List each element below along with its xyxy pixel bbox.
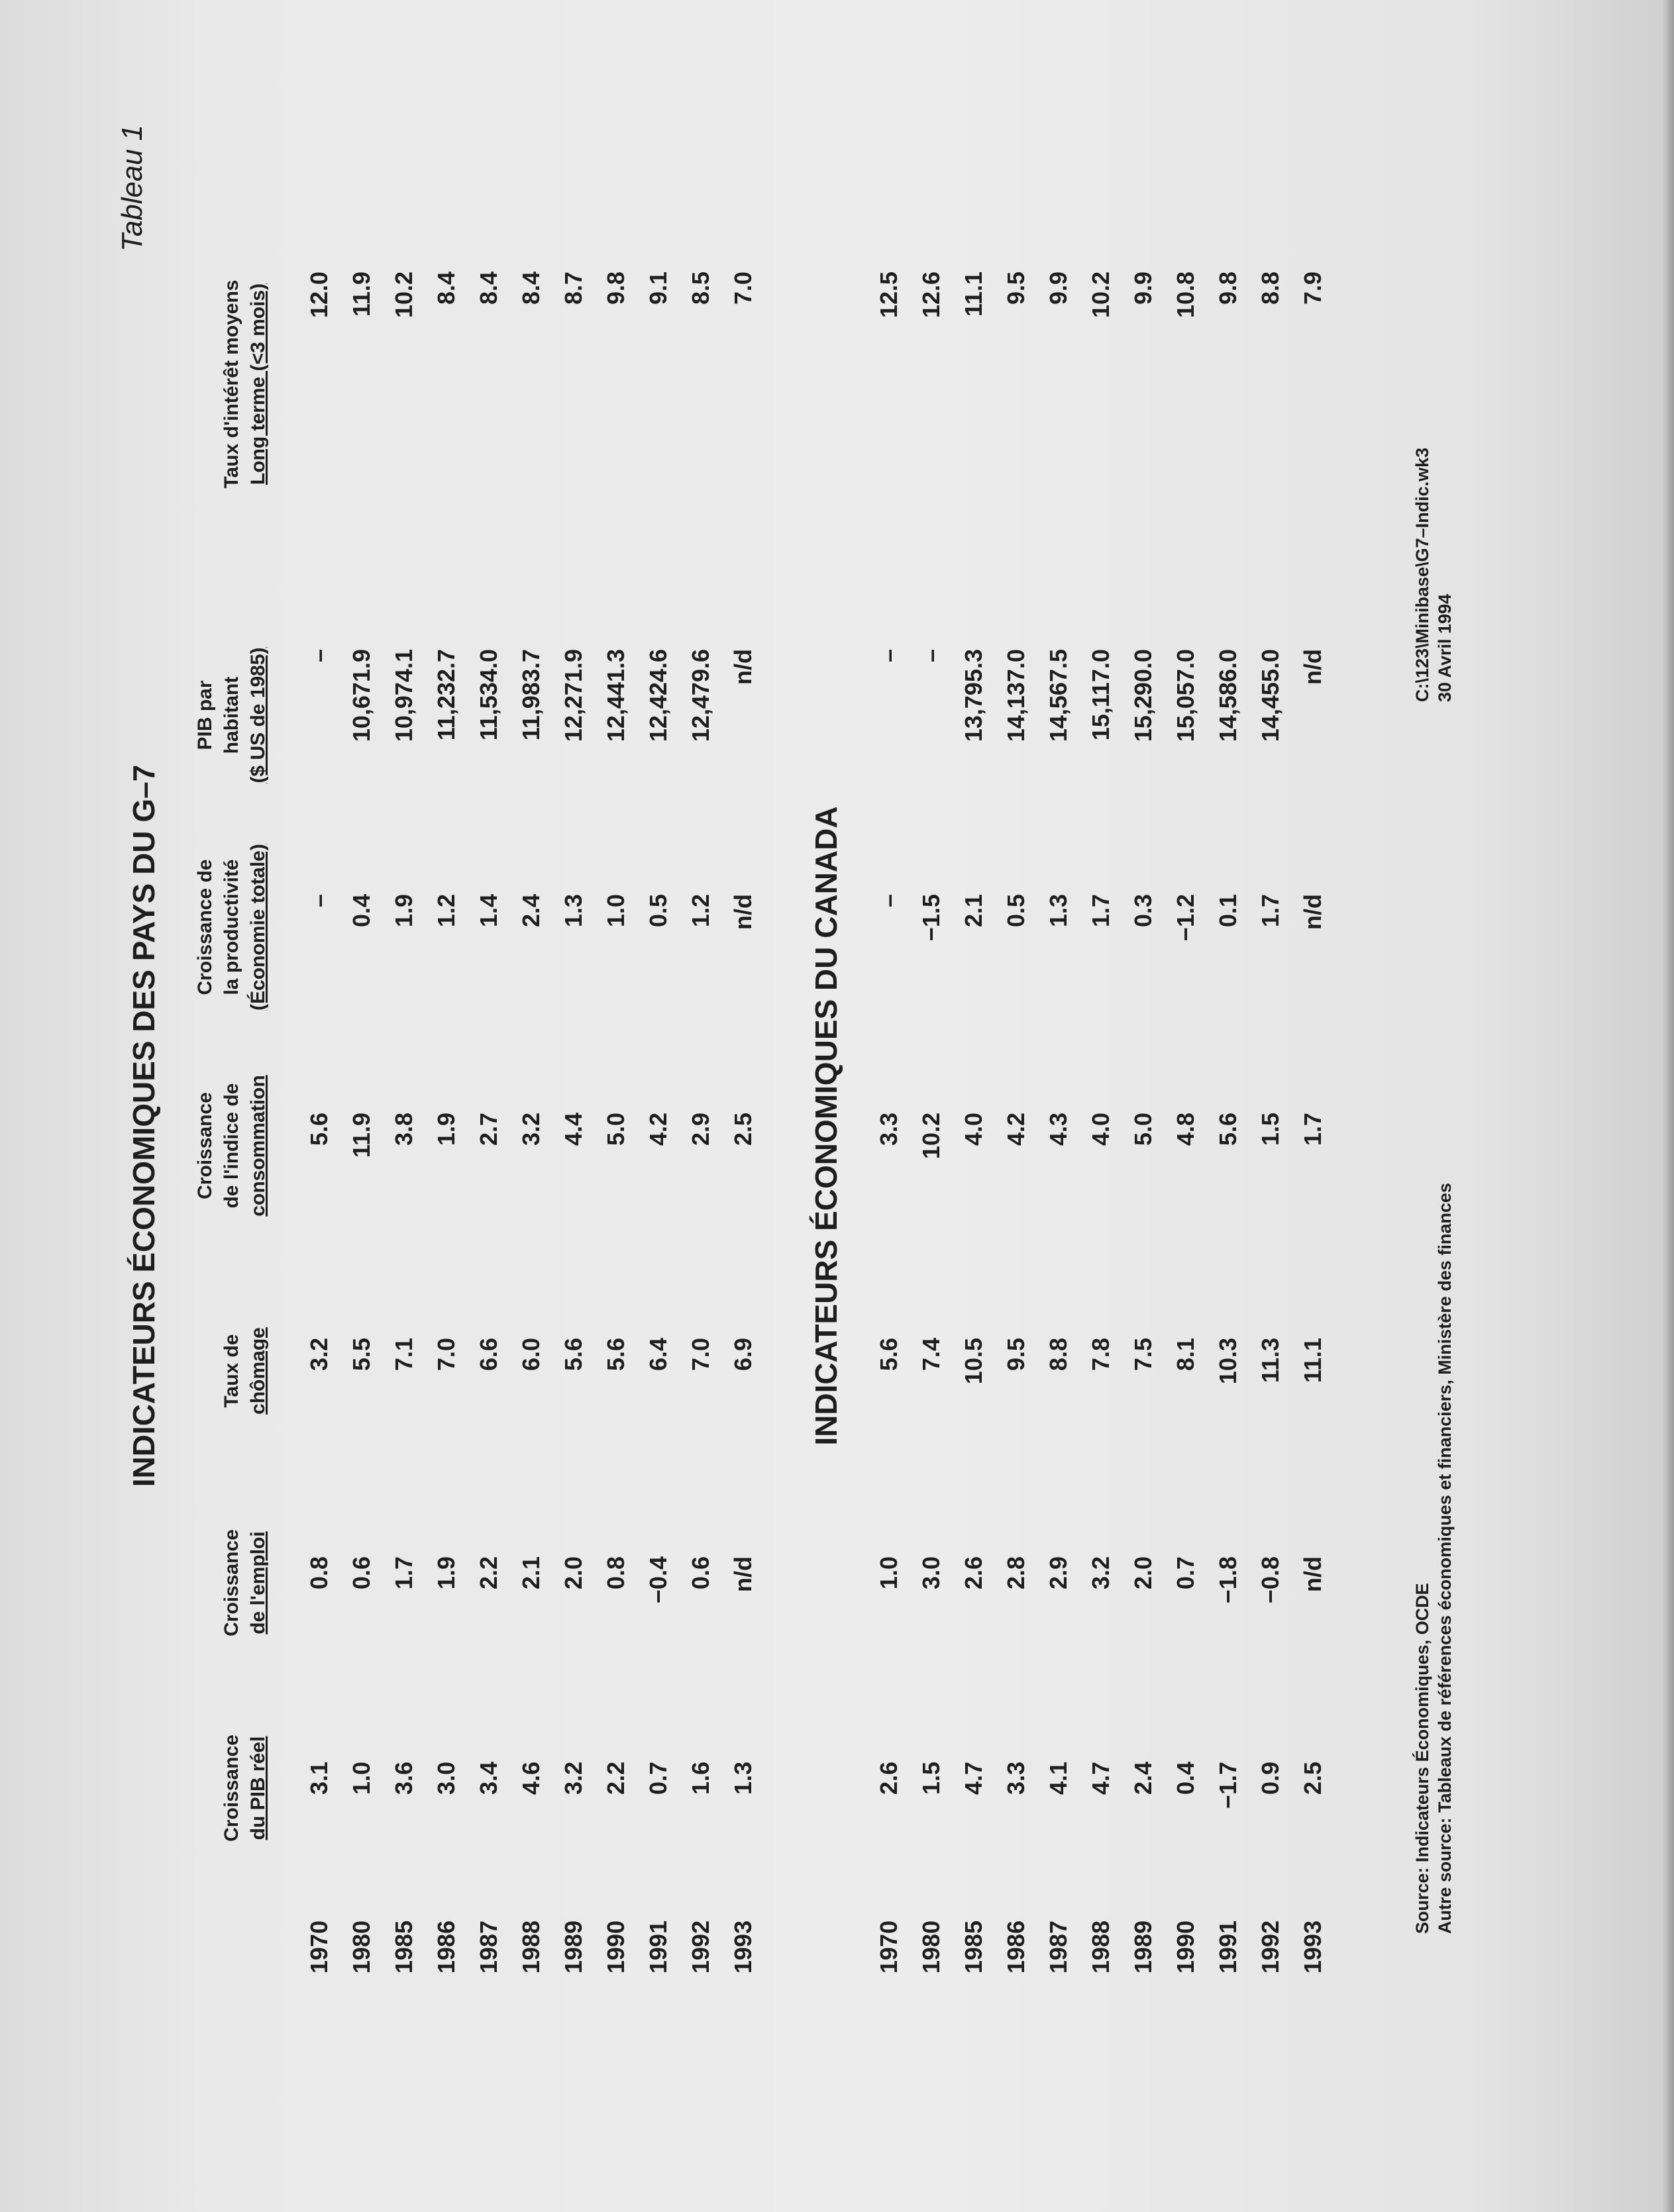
g7-gdp-cell: 3.0 bbox=[433, 1762, 460, 1795]
g7-prod-cell: 0.4 bbox=[348, 894, 375, 928]
g7-emp-col bbox=[298, 1556, 764, 1636]
canada-pib-cell: 14,586.0 bbox=[1214, 649, 1241, 742]
canada-prod-cell: 0.3 bbox=[1129, 894, 1157, 928]
g7-cpi-cell: 3.2 bbox=[517, 1113, 545, 1146]
g7-cpi-cell: 11.9 bbox=[348, 1113, 375, 1158]
header-cpi: Croissance de l'indice de consommation bbox=[194, 1075, 269, 1217]
canada-cpi-cell: 10.2 bbox=[917, 1113, 945, 1160]
tableau-label: Tableau 1 bbox=[116, 125, 148, 252]
g7-gdp-cell: 4.6 bbox=[517, 1762, 545, 1795]
canada-unemp-cell: 8.1 bbox=[1172, 1338, 1199, 1372]
canada-cpi-cell: 5.0 bbox=[1129, 1113, 1157, 1146]
canada-prod-cell: 2.1 bbox=[960, 894, 987, 928]
g7-year: 1992 bbox=[687, 1920, 714, 1974]
header-gdp: Croissance du PIB réel bbox=[221, 1734, 269, 1842]
g7-unemp-cell: 5.6 bbox=[602, 1338, 629, 1372]
g7-unemp-cell: 3.2 bbox=[305, 1338, 333, 1372]
g7-unemp-cell: 6.4 bbox=[645, 1338, 672, 1372]
canada-prod-cell: 1.3 bbox=[1045, 894, 1072, 928]
canada-unemp-cell: 8.8 bbox=[1045, 1338, 1072, 1372]
g7-cpi-cell: 5.6 bbox=[305, 1113, 333, 1146]
g7-cpi-col bbox=[298, 1113, 764, 1192]
canada-prod-cell: – bbox=[875, 894, 902, 908]
canada-emp-cell: 3.0 bbox=[917, 1556, 945, 1590]
canada-emp-cell: 2.6 bbox=[960, 1556, 987, 1590]
canada-gdp-cell: 2.5 bbox=[1299, 1762, 1326, 1795]
canada-gdp-cell: 4.7 bbox=[1087, 1762, 1114, 1795]
g7-prod-cell: 1.3 bbox=[560, 894, 587, 928]
g7-gdp-cell: 1.6 bbox=[687, 1762, 714, 1795]
canada-rate-cell: 9.5 bbox=[1002, 272, 1029, 305]
canada-cpi-col bbox=[868, 1113, 1334, 1192]
g7-gdp-cell: 3.6 bbox=[390, 1762, 417, 1795]
g7-pib-cell: 11,232.7 bbox=[433, 649, 460, 741]
g7-emp-cell: n/d bbox=[729, 1556, 757, 1592]
g7-cpi-cell: 2.7 bbox=[475, 1113, 502, 1146]
g7-unemp-cell: 5.5 bbox=[348, 1338, 375, 1372]
g7-rate-cell: 8.5 bbox=[687, 272, 714, 305]
canada-prod-cell: −1.5 bbox=[917, 894, 945, 942]
g7-pib-cell: 12,271.9 bbox=[560, 649, 587, 742]
canada-rate-col bbox=[868, 272, 1334, 358]
g7-prod-cell: 2.4 bbox=[517, 894, 545, 928]
g7-cpi-cell: 4.4 bbox=[560, 1113, 587, 1146]
canada-unemp-cell: 5.6 bbox=[875, 1338, 902, 1372]
g7-rate-cell: 8.4 bbox=[475, 272, 502, 305]
canada-unemp-cell: 10.3 bbox=[1214, 1338, 1241, 1385]
canada-cpi-cell: 4.2 bbox=[1002, 1113, 1029, 1146]
canada-year: 1991 bbox=[1214, 1920, 1241, 1974]
canada-unemp-cell: 11.1 bbox=[1299, 1338, 1326, 1383]
g7-rate-cell: 9.8 bbox=[602, 272, 629, 305]
g7-year: 1988 bbox=[517, 1920, 545, 1974]
canada-pib-cell: 14,455.0 bbox=[1257, 649, 1284, 742]
header-gdp-per-capita: PIB par habitant ($ US de 1985) bbox=[194, 647, 269, 783]
g7-year: 1970 bbox=[305, 1920, 333, 1974]
g7-gdp-cell: 3.4 bbox=[475, 1762, 502, 1795]
canada-unemp-cell: 7.5 bbox=[1129, 1338, 1157, 1372]
canada-rate-cell: 7.9 bbox=[1299, 272, 1326, 305]
canada-rate-cell: 11.1 bbox=[960, 272, 987, 317]
g7-cpi-cell: 2.9 bbox=[687, 1113, 714, 1146]
g7-emp-cell: 0.8 bbox=[305, 1556, 333, 1590]
canada-year: 1990 bbox=[1172, 1920, 1199, 1974]
g7-gdp-cell: 3.2 bbox=[560, 1762, 587, 1795]
canada-prod-cell: 1.7 bbox=[1087, 894, 1114, 928]
source-note bbox=[1411, 1073, 1456, 1934]
canada-unemp-col bbox=[868, 1338, 1334, 1417]
canada-prod-col bbox=[868, 894, 1334, 974]
g7-cpi-cell: 5.0 bbox=[602, 1113, 629, 1146]
g7-emp-cell: 0.6 bbox=[687, 1556, 714, 1590]
file-date: 30 Avril 1994 bbox=[1435, 593, 1455, 702]
g7-pib-cell: n/d bbox=[729, 649, 757, 685]
canada-rate-cell: 8.8 bbox=[1257, 272, 1284, 305]
g7-prod-cell: – bbox=[305, 894, 333, 908]
canada-years bbox=[868, 1914, 1334, 1974]
g7-pib-cell: 12,479.6 bbox=[687, 649, 714, 742]
g7-year: 1990 bbox=[602, 1920, 629, 1974]
canada-gdp-cell: 4.1 bbox=[1045, 1762, 1072, 1795]
g7-emp-cell: 2.0 bbox=[560, 1556, 587, 1590]
canada-pib-cell: n/d bbox=[1299, 649, 1326, 685]
canada-year: 1992 bbox=[1257, 1920, 1284, 1974]
canada-unemp-cell: 10.5 bbox=[960, 1338, 987, 1385]
canada-cpi-cell: 4.0 bbox=[960, 1113, 987, 1146]
canada-emp-cell: −1.8 bbox=[1214, 1556, 1241, 1604]
canada-pib-cell: 15,057.0 bbox=[1172, 649, 1199, 742]
canada-rate-cell: 9.8 bbox=[1214, 272, 1241, 305]
canada-year: 1986 bbox=[1002, 1920, 1029, 1974]
g7-prod-cell: 1.2 bbox=[433, 894, 460, 928]
canada-gdp-col bbox=[868, 1762, 1334, 1841]
g7-prod-cell: 1.9 bbox=[390, 894, 417, 928]
canada-cpi-cell: 4.8 bbox=[1172, 1113, 1199, 1146]
canada-emp-cell: 2.0 bbox=[1129, 1556, 1157, 1590]
g7-pib-cell: 12,424.6 bbox=[645, 649, 672, 742]
g7-unemp-cell: 7.1 bbox=[390, 1338, 417, 1372]
g7-rate-cell: 8.7 bbox=[560, 272, 587, 305]
g7-year: 1991 bbox=[645, 1920, 672, 1974]
g7-unemp-cell: 6.6 bbox=[475, 1338, 502, 1372]
header-unemployment: Taux de chômage bbox=[221, 1327, 269, 1415]
g7-cpi-cell: 4.2 bbox=[645, 1113, 672, 1146]
g7-cpi-cell: 3.8 bbox=[390, 1113, 417, 1146]
canada-rate-cell: 10.2 bbox=[1087, 272, 1114, 319]
canada-pib-cell: 14,567.5 bbox=[1045, 649, 1072, 742]
canada-emp-cell: 1.0 bbox=[875, 1556, 902, 1590]
g7-rate-cell: 11.9 bbox=[348, 272, 375, 317]
canada-year: 1989 bbox=[1129, 1920, 1157, 1974]
canada-prod-cell: −1.2 bbox=[1172, 894, 1199, 942]
canada-pib-cell: 15,290.0 bbox=[1129, 649, 1157, 742]
g7-year: 1980 bbox=[348, 1920, 375, 1974]
g7-gdp-col bbox=[298, 1762, 764, 1841]
source-line: Source: Indicateurs Économiques, OCDE bbox=[1412, 1583, 1432, 1934]
canada-cpi-cell: 3.3 bbox=[875, 1113, 902, 1146]
canada-pib-cell: 13,795.3 bbox=[960, 649, 987, 742]
canada-gdp-cell: −1.7 bbox=[1214, 1762, 1241, 1809]
g7-year: 1993 bbox=[729, 1920, 757, 1974]
canada-year: 1987 bbox=[1045, 1920, 1072, 1974]
g7-emp-cell: 1.7 bbox=[390, 1556, 417, 1590]
g7-emp-cell: 2.1 bbox=[517, 1556, 545, 1590]
canada-emp-col bbox=[868, 1556, 1334, 1636]
canada-pib-cell: 15,117.0 bbox=[1087, 649, 1114, 741]
g7-emp-cell: 1.9 bbox=[433, 1556, 460, 1590]
g7-unemp-cell: 7.0 bbox=[687, 1338, 714, 1372]
g7-pib-col bbox=[298, 649, 764, 801]
canada-gdp-cell: 0.9 bbox=[1257, 1762, 1284, 1795]
g7-prod-cell: 1.0 bbox=[602, 894, 629, 928]
g7-years bbox=[298, 1914, 764, 1974]
g7-gdp-cell: 0.7 bbox=[645, 1762, 672, 1795]
canada-year: 1970 bbox=[875, 1920, 902, 1974]
g7-emp-cell: 0.8 bbox=[602, 1556, 629, 1590]
canada-emp-cell: −0.8 bbox=[1257, 1556, 1284, 1604]
g7-rate-cell: 8.4 bbox=[433, 272, 460, 305]
canada-gdp-cell: 2.6 bbox=[875, 1762, 902, 1795]
g7-rate-cell: 8.4 bbox=[517, 272, 545, 305]
canada-emp-cell: 2.9 bbox=[1045, 1556, 1072, 1590]
canada-unemp-cell: 11.3 bbox=[1257, 1338, 1284, 1383]
g7-table-title: INDICATEURS ÉCONOMIQUES DES PAYS DU G–7 bbox=[127, 764, 161, 1487]
canada-rate-cell: 12.6 bbox=[917, 272, 945, 319]
canada-pib-cell: 14,137.0 bbox=[1002, 649, 1029, 742]
canada-emp-cell: 2.8 bbox=[1002, 1556, 1029, 1590]
g7-pib-cell: 10,974.1 bbox=[390, 649, 417, 742]
g7-year: 1985 bbox=[390, 1920, 417, 1974]
canada-emp-cell: n/d bbox=[1299, 1556, 1326, 1592]
source-line: Autre source: Tableaux de références économiques et financiers, Ministère des finances bbox=[1435, 1183, 1455, 1934]
g7-prod-col bbox=[298, 894, 764, 974]
canada-cpi-cell: 1.5 bbox=[1257, 1113, 1284, 1146]
canada-year: 1988 bbox=[1087, 1920, 1114, 1974]
g7-unemp-cell: 6.9 bbox=[729, 1338, 757, 1372]
canada-year: 1993 bbox=[1299, 1920, 1326, 1974]
canada-pib-cell: – bbox=[917, 649, 945, 663]
canada-unemp-cell: 9.5 bbox=[1002, 1338, 1029, 1372]
canada-cpi-cell: 5.6 bbox=[1214, 1113, 1241, 1146]
canada-year: 1980 bbox=[917, 1920, 945, 1974]
g7-unemp-col bbox=[298, 1338, 764, 1417]
canada-pib-col bbox=[868, 649, 1334, 801]
g7-unemp-cell: 7.0 bbox=[433, 1338, 460, 1372]
g7-pib-cell: 12,441.3 bbox=[602, 649, 629, 742]
g7-year: 1986 bbox=[433, 1920, 460, 1974]
canada-gdp-cell: 0.4 bbox=[1172, 1762, 1199, 1795]
g7-rate-cell: 12.0 bbox=[305, 272, 333, 319]
canada-gdp-cell: 1.5 bbox=[917, 1762, 945, 1795]
canada-emp-cell: 0.7 bbox=[1172, 1556, 1199, 1590]
g7-rate-col bbox=[298, 272, 764, 358]
g7-prod-cell: 1.4 bbox=[475, 894, 502, 928]
g7-cpi-cell: 1.9 bbox=[433, 1113, 460, 1146]
g7-rate-cell: 9.1 bbox=[645, 272, 672, 305]
canada-emp-cell: 3.2 bbox=[1087, 1556, 1114, 1590]
g7-unemp-cell: 6.0 bbox=[517, 1338, 545, 1372]
canada-rate-cell: 9.9 bbox=[1045, 272, 1072, 305]
canada-prod-cell: 0.5 bbox=[1002, 894, 1029, 928]
g7-unemp-cell: 5.6 bbox=[560, 1338, 587, 1372]
g7-prod-cell: n/d bbox=[729, 894, 757, 930]
header-interest-rate: Taux d'intérêt moyens Long terme (<3 mois) bbox=[221, 279, 269, 489]
canada-rate-cell: 12.5 bbox=[875, 272, 902, 319]
canada-cpi-cell: 1.7 bbox=[1299, 1113, 1326, 1146]
g7-pib-cell: 11,534.0 bbox=[475, 649, 502, 741]
header-productivity: Croissance de la productivité (Économie totale) bbox=[194, 844, 269, 1011]
canada-pib-cell: – bbox=[875, 649, 902, 663]
g7-emp-cell: 2.2 bbox=[475, 1556, 502, 1590]
g7-emp-cell: 0.6 bbox=[348, 1556, 375, 1590]
g7-gdp-cell: 1.0 bbox=[348, 1762, 375, 1795]
g7-rate-cell: 7.0 bbox=[729, 272, 757, 305]
g7-pib-cell: 11,983.7 bbox=[517, 649, 545, 741]
g7-emp-cell: −0.4 bbox=[645, 1556, 672, 1604]
g7-year: 1989 bbox=[560, 1920, 587, 1974]
page-edge-shadow bbox=[1662, 0, 1674, 2212]
g7-gdp-cell: 2.2 bbox=[602, 1762, 629, 1795]
g7-prod-cell: 0.5 bbox=[645, 894, 672, 928]
file-path: C:\123\Minibase\G7–Indic.wk3 bbox=[1412, 447, 1432, 702]
canada-year: 1985 bbox=[960, 1920, 987, 1974]
canada-gdp-cell: 2.4 bbox=[1129, 1762, 1157, 1795]
g7-cpi-cell: 2.5 bbox=[729, 1113, 757, 1146]
file-reference bbox=[1411, 305, 1456, 702]
g7-pib-cell: – bbox=[305, 649, 333, 663]
canada-prod-cell: 0.1 bbox=[1214, 894, 1241, 928]
canada-cpi-cell: 4.0 bbox=[1087, 1113, 1114, 1146]
g7-pib-cell: 10,671.9 bbox=[348, 649, 375, 742]
header-employment: Croissance de l'emploi bbox=[221, 1529, 269, 1636]
g7-gdp-cell: 3.1 bbox=[305, 1762, 333, 1795]
canada-gdp-cell: 3.3 bbox=[1002, 1762, 1029, 1795]
g7-year: 1987 bbox=[475, 1920, 502, 1974]
canada-table-title: INDICATEURS ÉCONOMIQUES DU CANADA bbox=[809, 806, 843, 1446]
g7-prod-cell: 1.2 bbox=[687, 894, 714, 928]
g7-rate-cell: 10.2 bbox=[390, 272, 417, 319]
canada-cpi-cell: 4.3 bbox=[1045, 1113, 1072, 1146]
canada-gdp-cell: 4.7 bbox=[960, 1762, 987, 1795]
g7-gdp-cell: 1.3 bbox=[729, 1762, 757, 1795]
canada-prod-cell: 1.7 bbox=[1257, 894, 1284, 928]
canada-rate-cell: 9.9 bbox=[1129, 272, 1157, 305]
canada-rate-cell: 10.8 bbox=[1172, 272, 1199, 319]
canada-unemp-cell: 7.8 bbox=[1087, 1338, 1114, 1372]
canada-unemp-cell: 7.4 bbox=[917, 1338, 945, 1372]
canada-prod-cell: n/d bbox=[1299, 894, 1326, 930]
